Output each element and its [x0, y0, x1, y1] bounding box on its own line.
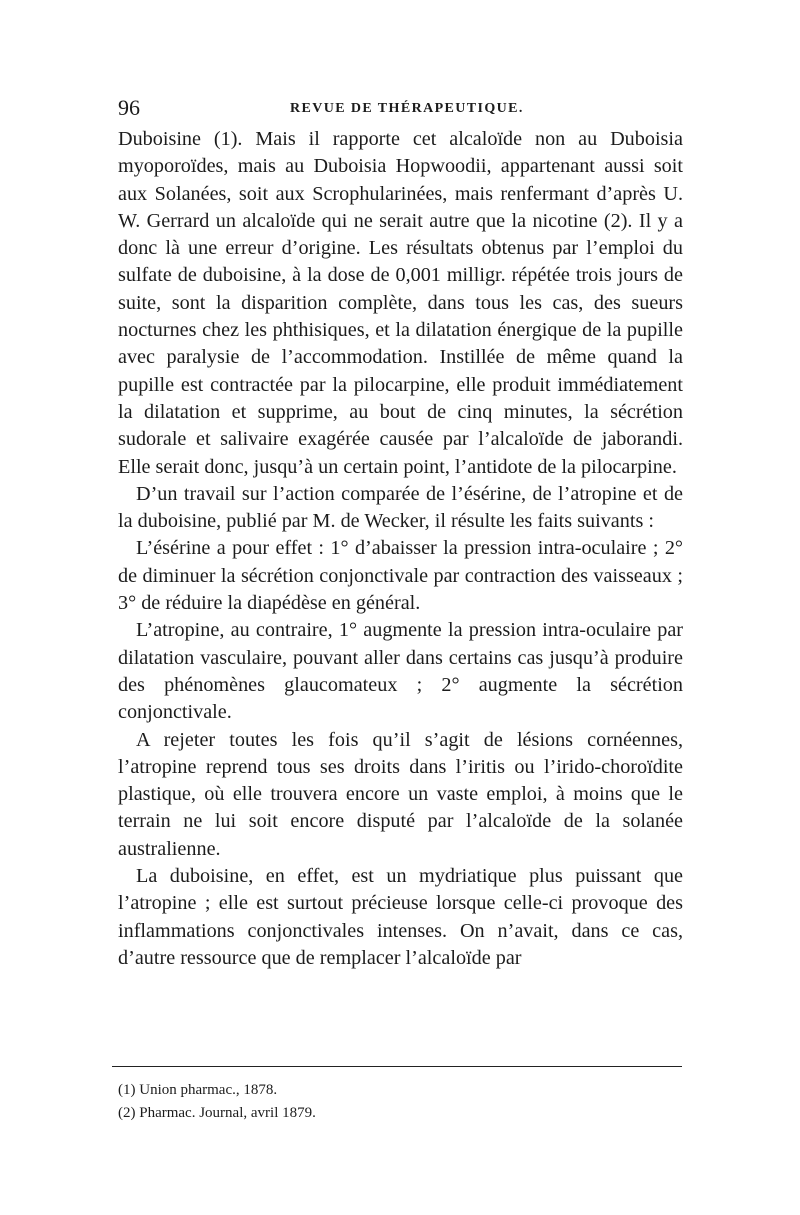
running-title: REVUE DE THÉRAPEUTIQUE.: [290, 101, 524, 116]
body-text: [118, 126, 683, 972]
footnote-1: (1) Union pharmac., 1878.: [118, 1082, 278, 1098]
footnote-2: (2) Pharmac. Journal, avril 1879.: [118, 1105, 316, 1121]
paragraph-wecker-study: D’un travail sur l’action comparée de l’ésérine, de l’atropine et de la duboisine, publié par M. de Wecker, il résulte les faits suivants :: [118, 482, 683, 533]
paragraph-eserine: L’ésérine a pour effet : 1° d’abaisser la pression intra-oculaire ; 2° de diminuer la sécrétion conjonctivale par contraction des vaisseaux ; 3° de réduire la diapédèse en général.: [118, 537, 683, 615]
page-number: 96: [118, 95, 140, 120]
paragraph-duboisine-mydriatic: La duboisine, en effet, est un mydriatique plus puissant que l’atropine ; elle est surtout précieuse lorsque celle-ci provoque des inflammations conjonctivales intenses. On n’avait, dans ce cas, d’autre ressource que de remplacer l’alcaloïde par: [118, 865, 683, 969]
paragraph-duboisine-continued: Duboisine (1). Mais il rapporte cet alcaloïde non au Duboisia myoporoïdes, mais au Duboisia Hopwoodii, appartenant aussi soit aux Solanées, soit aux Scrophularinées, mais renfermant d’après U. W. Gerrard un alcaloïde qui ne serait autre que la nicotine (2). Il y a donc là une erreur d’origine. Les résultats obtenus par l’emploi du sulfate de duboisine, à la dose de 0,001 milligr. répétée trois jours de suite, sont la disparition complète, dans tous les cas, des sueurs nocturnes chez les phthisiques, et la dilatation énergique de la pupille avec paralysie de l’accommodation. Instillée de même quand la pupille est contractée par la pilocarpine, elle produit immédiatement la dilatation et supprime, au bout de cinq minutes, la sécrétion sudorale et salivaire exagérée causée par l’alcaloïde de jaborandi. Elle serait donc, jusqu’à un certain point, l’antidote de la pilocarpine.: [118, 128, 683, 478]
footnote-divider: [112, 1066, 682, 1067]
paragraph-atropine: L’atropine, au contraire, 1° augmente la pression intra-oculaire par dilatation vasculaire, pouvant aller dans certains cas jusqu’à produire des phénomènes glaucomateux ; 2° augmente la sécrétion conjonctivale.: [118, 619, 683, 724]
page-header: [118, 95, 683, 125]
footnotes: [118, 1079, 678, 1125]
paragraph-atropine-lesions: A rejeter toutes les fois qu’il s’agit de lésions cornéennes, l’atropine reprend tous ses droits dans l’iritis ou l’irido-choroïdite plastique, où elle trouvera encore un vaste emploi, à moins que le terrain ne lui soit encore disputé par l’alcaloïde de la solanée australienne.: [118, 728, 683, 860]
